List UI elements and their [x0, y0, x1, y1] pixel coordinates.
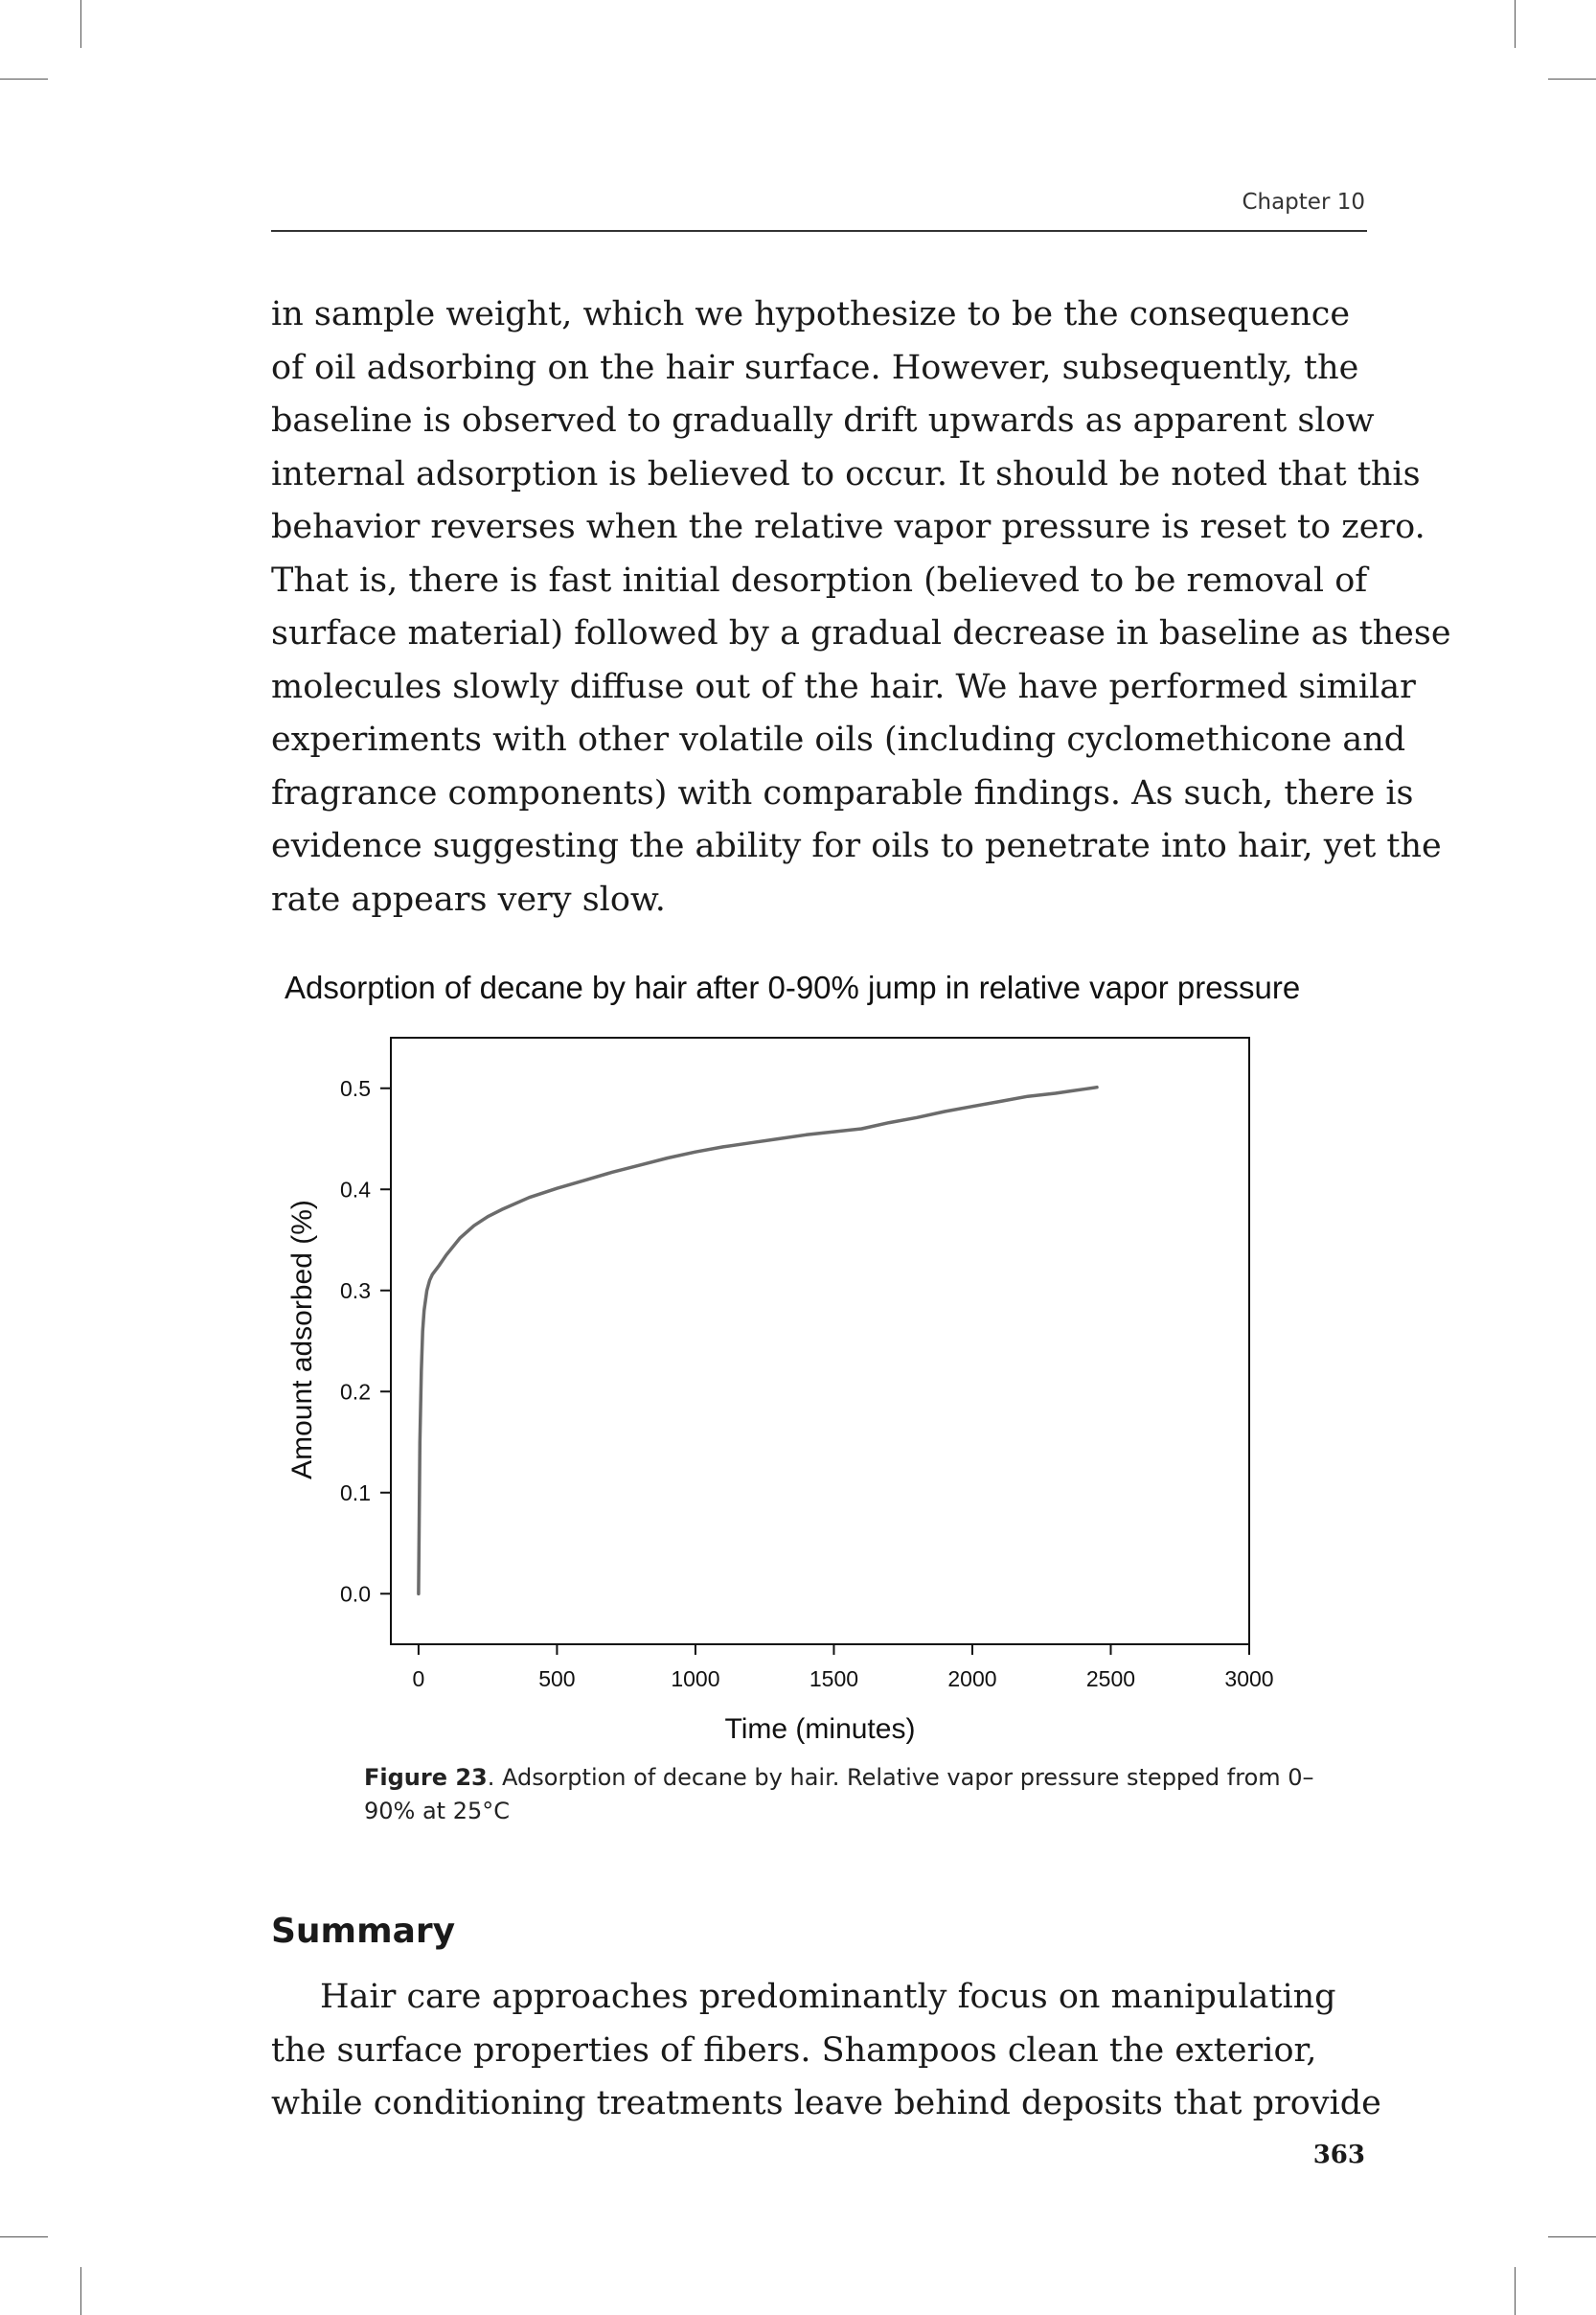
- y-tick-label: 0.4: [340, 1177, 371, 1203]
- body-line: evidence suggesting the ability for oils to penetrate into hair, yet the: [271, 827, 1442, 865]
- x-tick-label: 3000: [1224, 1666, 1274, 1691]
- running-head: Chapter 10: [1242, 190, 1365, 215]
- crop-mark: [1548, 79, 1596, 80]
- body-line: fragrance components) with comparable findings. As such, there is: [271, 773, 1414, 813]
- body-line: surface material) followed by a gradual decrease in baseline as these: [271, 614, 1451, 653]
- page-number: 363: [1312, 2141, 1365, 2169]
- body-line: of oil adsorbing on the hair surface. However, subsequently, the: [271, 348, 1359, 387]
- x-tick-label: 2000: [947, 1666, 997, 1691]
- x-axis-ticks: [413, 1644, 1274, 1691]
- x-tick-label: 0: [412, 1666, 425, 1691]
- body-line: molecules slowly diffuse out of the hair. We have performed similar: [271, 667, 1416, 706]
- x-axis-label: Time (minutes): [724, 1713, 916, 1745]
- body-line: the surface properties of fibers. Shampoos clean the exterior,: [271, 2030, 1317, 2070]
- x-tick-label: 2500: [1085, 1666, 1136, 1691]
- caption-label: Figure 23: [364, 1764, 488, 1791]
- crop-mark: [1548, 2236, 1596, 2237]
- crop-mark: [1515, 2267, 1516, 2315]
- crop-mark: [1515, 0, 1516, 48]
- plot-frame: [391, 1038, 1249, 1644]
- series-line: [419, 1088, 1097, 1594]
- y-tick-label: 0.5: [340, 1075, 371, 1101]
- crop-mark: [0, 79, 48, 80]
- y-tick-label: 0.3: [340, 1277, 371, 1303]
- figure-caption: [364, 1761, 1332, 1828]
- x-tick-label: 500: [538, 1666, 576, 1691]
- header-rule: [271, 230, 1367, 232]
- body-line: while conditioning treatments leave behind deposits that provide: [271, 2084, 1381, 2122]
- y-tick-label: 0.1: [340, 1479, 371, 1505]
- body-line: That is, there is fast initial desorption (believed to be removal of: [271, 561, 1368, 600]
- y-axis-label: Amount adsorbed (%): [286, 1200, 318, 1479]
- y-axis-ticks: [340, 1076, 391, 1607]
- crop-mark: [80, 2267, 81, 2315]
- crop-mark: [80, 0, 81, 48]
- body-line: internal adsorption is believed to occur. It should be noted that this: [271, 454, 1421, 493]
- body-line: rate appears very slow.: [271, 880, 666, 919]
- chart-title: Adsorption of decane by hair after 0-90% jump in relative vapor pressure: [285, 970, 1301, 1005]
- x-tick-label: 1500: [809, 1666, 859, 1691]
- y-tick-label: 0.0: [340, 1581, 371, 1607]
- body-line: in sample weight, which we hypothesize to be the consequence: [271, 295, 1351, 333]
- body-line: baseline is observed to gradually drift upwards as apparent slow: [271, 401, 1375, 440]
- crop-mark: [0, 2236, 48, 2237]
- body-line: Hair care approaches predominantly focus on manipulating: [320, 1978, 1336, 2016]
- body-line: experiments with other volatile oils (including cyclomethicone and: [271, 721, 1406, 759]
- body-line: behavior reverses when the relative vapor pressure is reset to zero.: [271, 508, 1425, 546]
- section-heading: Summary: [271, 1912, 456, 1951]
- summary-paragraph: [271, 1971, 1381, 2131]
- y-tick-label: 0.2: [340, 1379, 371, 1405]
- body-paragraph: [271, 288, 1451, 927]
- caption-text: . Adsorption of decane by hair. Relative vapor pressure stepped from 0–90% at 25°C: [364, 1764, 1314, 1824]
- x-tick-label: 1000: [671, 1666, 720, 1691]
